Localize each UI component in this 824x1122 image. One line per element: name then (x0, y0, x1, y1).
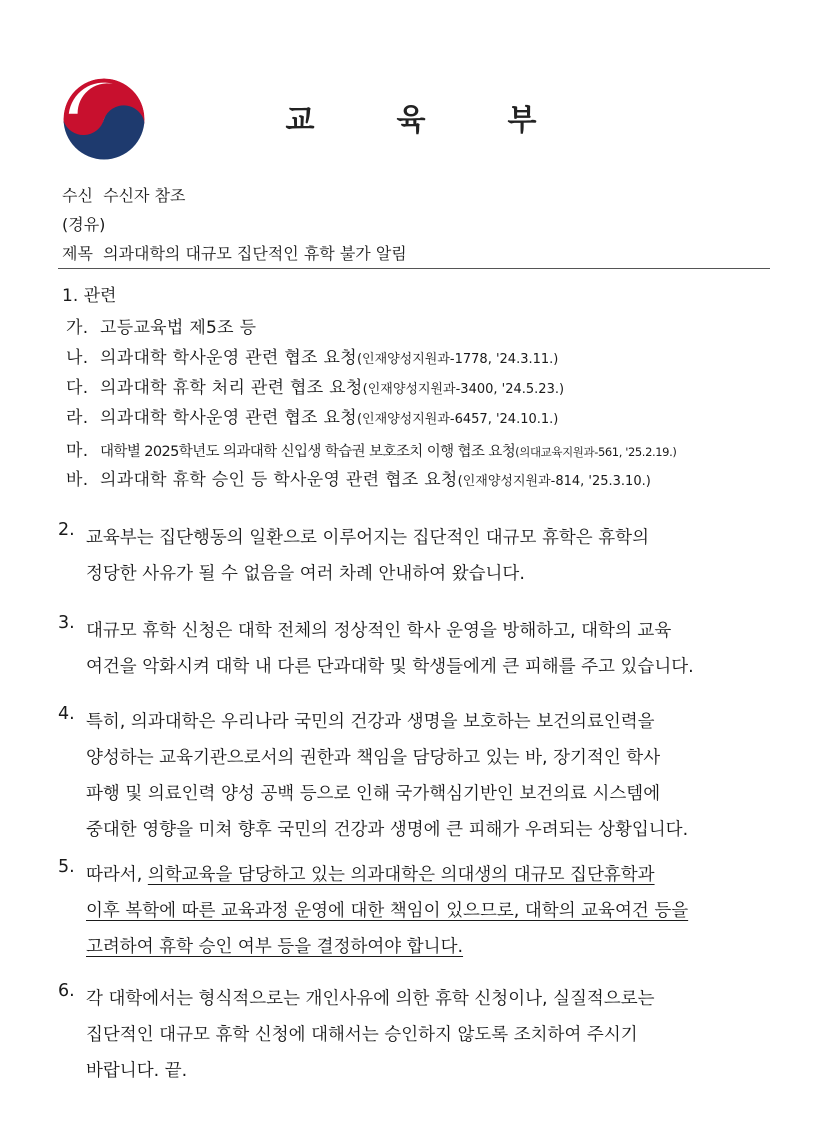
paragraph-line: 파행 및 의료인력 양성 공백 등으로 인해 국가핵심기반인 보건의료 시스템에 (86, 784, 661, 804)
ref-mark: 가. (66, 318, 89, 338)
ref-text: 의과대학 학사운영 관련 협조 요청 (100, 348, 357, 368)
paragraph-5 (58, 857, 770, 965)
header-divider (58, 268, 770, 269)
underlined-line: 고려하여 휴학 승인 여부 등을 결정하여야 합니다. (86, 937, 464, 957)
paragraph-2 (58, 520, 770, 592)
ministry-title (0, 95, 824, 139)
ref-note: (인재양성지원과-3400, '24.5.23.) (362, 382, 565, 397)
recipient-label: 수신 (62, 186, 93, 205)
subject-value: 의과대학의 대규모 집단적인 휴학 불가 알림 (103, 244, 407, 263)
paragraph-line: 여건을 악화시켜 대학 내 다른 단과대학 및 학생들에게 큰 피해를 주고 있습니다. (86, 657, 694, 677)
underlined-text: 의학교육을 담당하고 있는 의과대학은 의대생의 대규모 집단휴학과 (147, 865, 655, 885)
paragraph-3 (58, 613, 770, 685)
ref-mark: 다. (66, 378, 89, 398)
paragraph-line: 특히, 의과대학은 우리나라 국민의 건강과 생명을 보호하는 보건의료인력을 (86, 712, 655, 732)
ref-text: 의과대학 휴학 승인 등 학사운영 관련 협조 요청 (100, 470, 458, 490)
paragraph-number: 6. (58, 981, 75, 1001)
ref-item (66, 313, 256, 338)
subject-line (62, 243, 407, 265)
underlined-line: 이후 복학에 따른 교육과정 운영에 대한 책임이 있으므로, 대학의 교육여건 등을 (86, 901, 689, 921)
title-char-3: 부 (507, 103, 539, 138)
ref-note: (인재양성지원과-6457, '24.10.1.) (356, 412, 559, 427)
paragraph-line: 집단적인 대규모 휴학 신청에 대해서는 승인하지 않도록 조치하여 주시기 (86, 1025, 638, 1045)
paragraph-line: 바랍니다. 끝. (86, 1061, 188, 1081)
ref-item (66, 373, 564, 398)
section1-heading: 1. 관련 (62, 286, 117, 306)
ref-note: (의대교육지원과-561, '25.2.19.) (515, 445, 677, 459)
title-char-2: 육 (396, 103, 428, 138)
recipient-line (62, 185, 185, 207)
paragraph-line: 양성하는 교육기관으로서의 권한과 책임을 담당하고 있는 바, 장기적인 학사 (86, 748, 661, 768)
via-line: (경유) (62, 215, 106, 234)
ref-mark: 나. (66, 348, 89, 368)
paragraph-6 (58, 981, 770, 1089)
ref-text: 대학별 2025학년도 의과대학 신입생 학습권 보호조치 이행 협조 요청 (100, 444, 516, 460)
paragraph-line: 중대한 영향을 미쳐 향후 국민의 건강과 생명에 큰 피해가 우려되는 상황입니다. (86, 820, 689, 840)
ref-text: 의과대학 학사운영 관련 협조 요청 (100, 408, 357, 428)
ref-mark: 라. (66, 408, 89, 428)
paragraph-number: 3. (58, 613, 75, 633)
ref-text: 의과대학 휴학 처리 관련 협조 요청 (100, 378, 363, 398)
ref-item (66, 403, 558, 428)
paragraph-number: 5. (58, 857, 75, 877)
paragraph-line: 각 대학에서는 형식적으로는 개인사유에 의한 휴학 신청이나, 실질적으로는 (86, 989, 655, 1009)
paragraph-line: 대규모 휴학 신청은 대학 전체의 정상적인 학사 운영을 방해하고, 대학의 교육 (86, 621, 672, 641)
ref-note: (인재양성지원과-1778, '24.3.11.) (356, 352, 559, 367)
paragraph-number: 2. (58, 520, 75, 540)
title-char-1: 교 (285, 103, 317, 138)
paragraph-line: 정당한 사유가 될 수 없음을 여러 차례 안내하여 왔습니다. (86, 564, 525, 584)
recipient-value: 수신자 참조 (103, 186, 186, 205)
ref-item (66, 436, 676, 461)
ref-item (66, 343, 558, 368)
paragraph-number: 4. (58, 704, 75, 724)
paragraph-4 (58, 704, 770, 848)
paragraph-lead: 따라서, (86, 865, 148, 885)
subject-label: 제목 (62, 244, 93, 263)
ref-item (66, 465, 651, 490)
ref-text: 고등교육법 제5조 등 (100, 318, 257, 338)
paragraph-line (86, 857, 770, 893)
ref-note: (인재양성지원과-814, '25.3.10.) (457, 474, 651, 489)
ref-mark: 마. (66, 441, 89, 461)
ref-mark: 바. (66, 470, 89, 490)
paragraph-line: 교육부는 집단행동의 일환으로 이루어지는 집단적인 대규모 휴학은 휴학의 (86, 528, 649, 548)
